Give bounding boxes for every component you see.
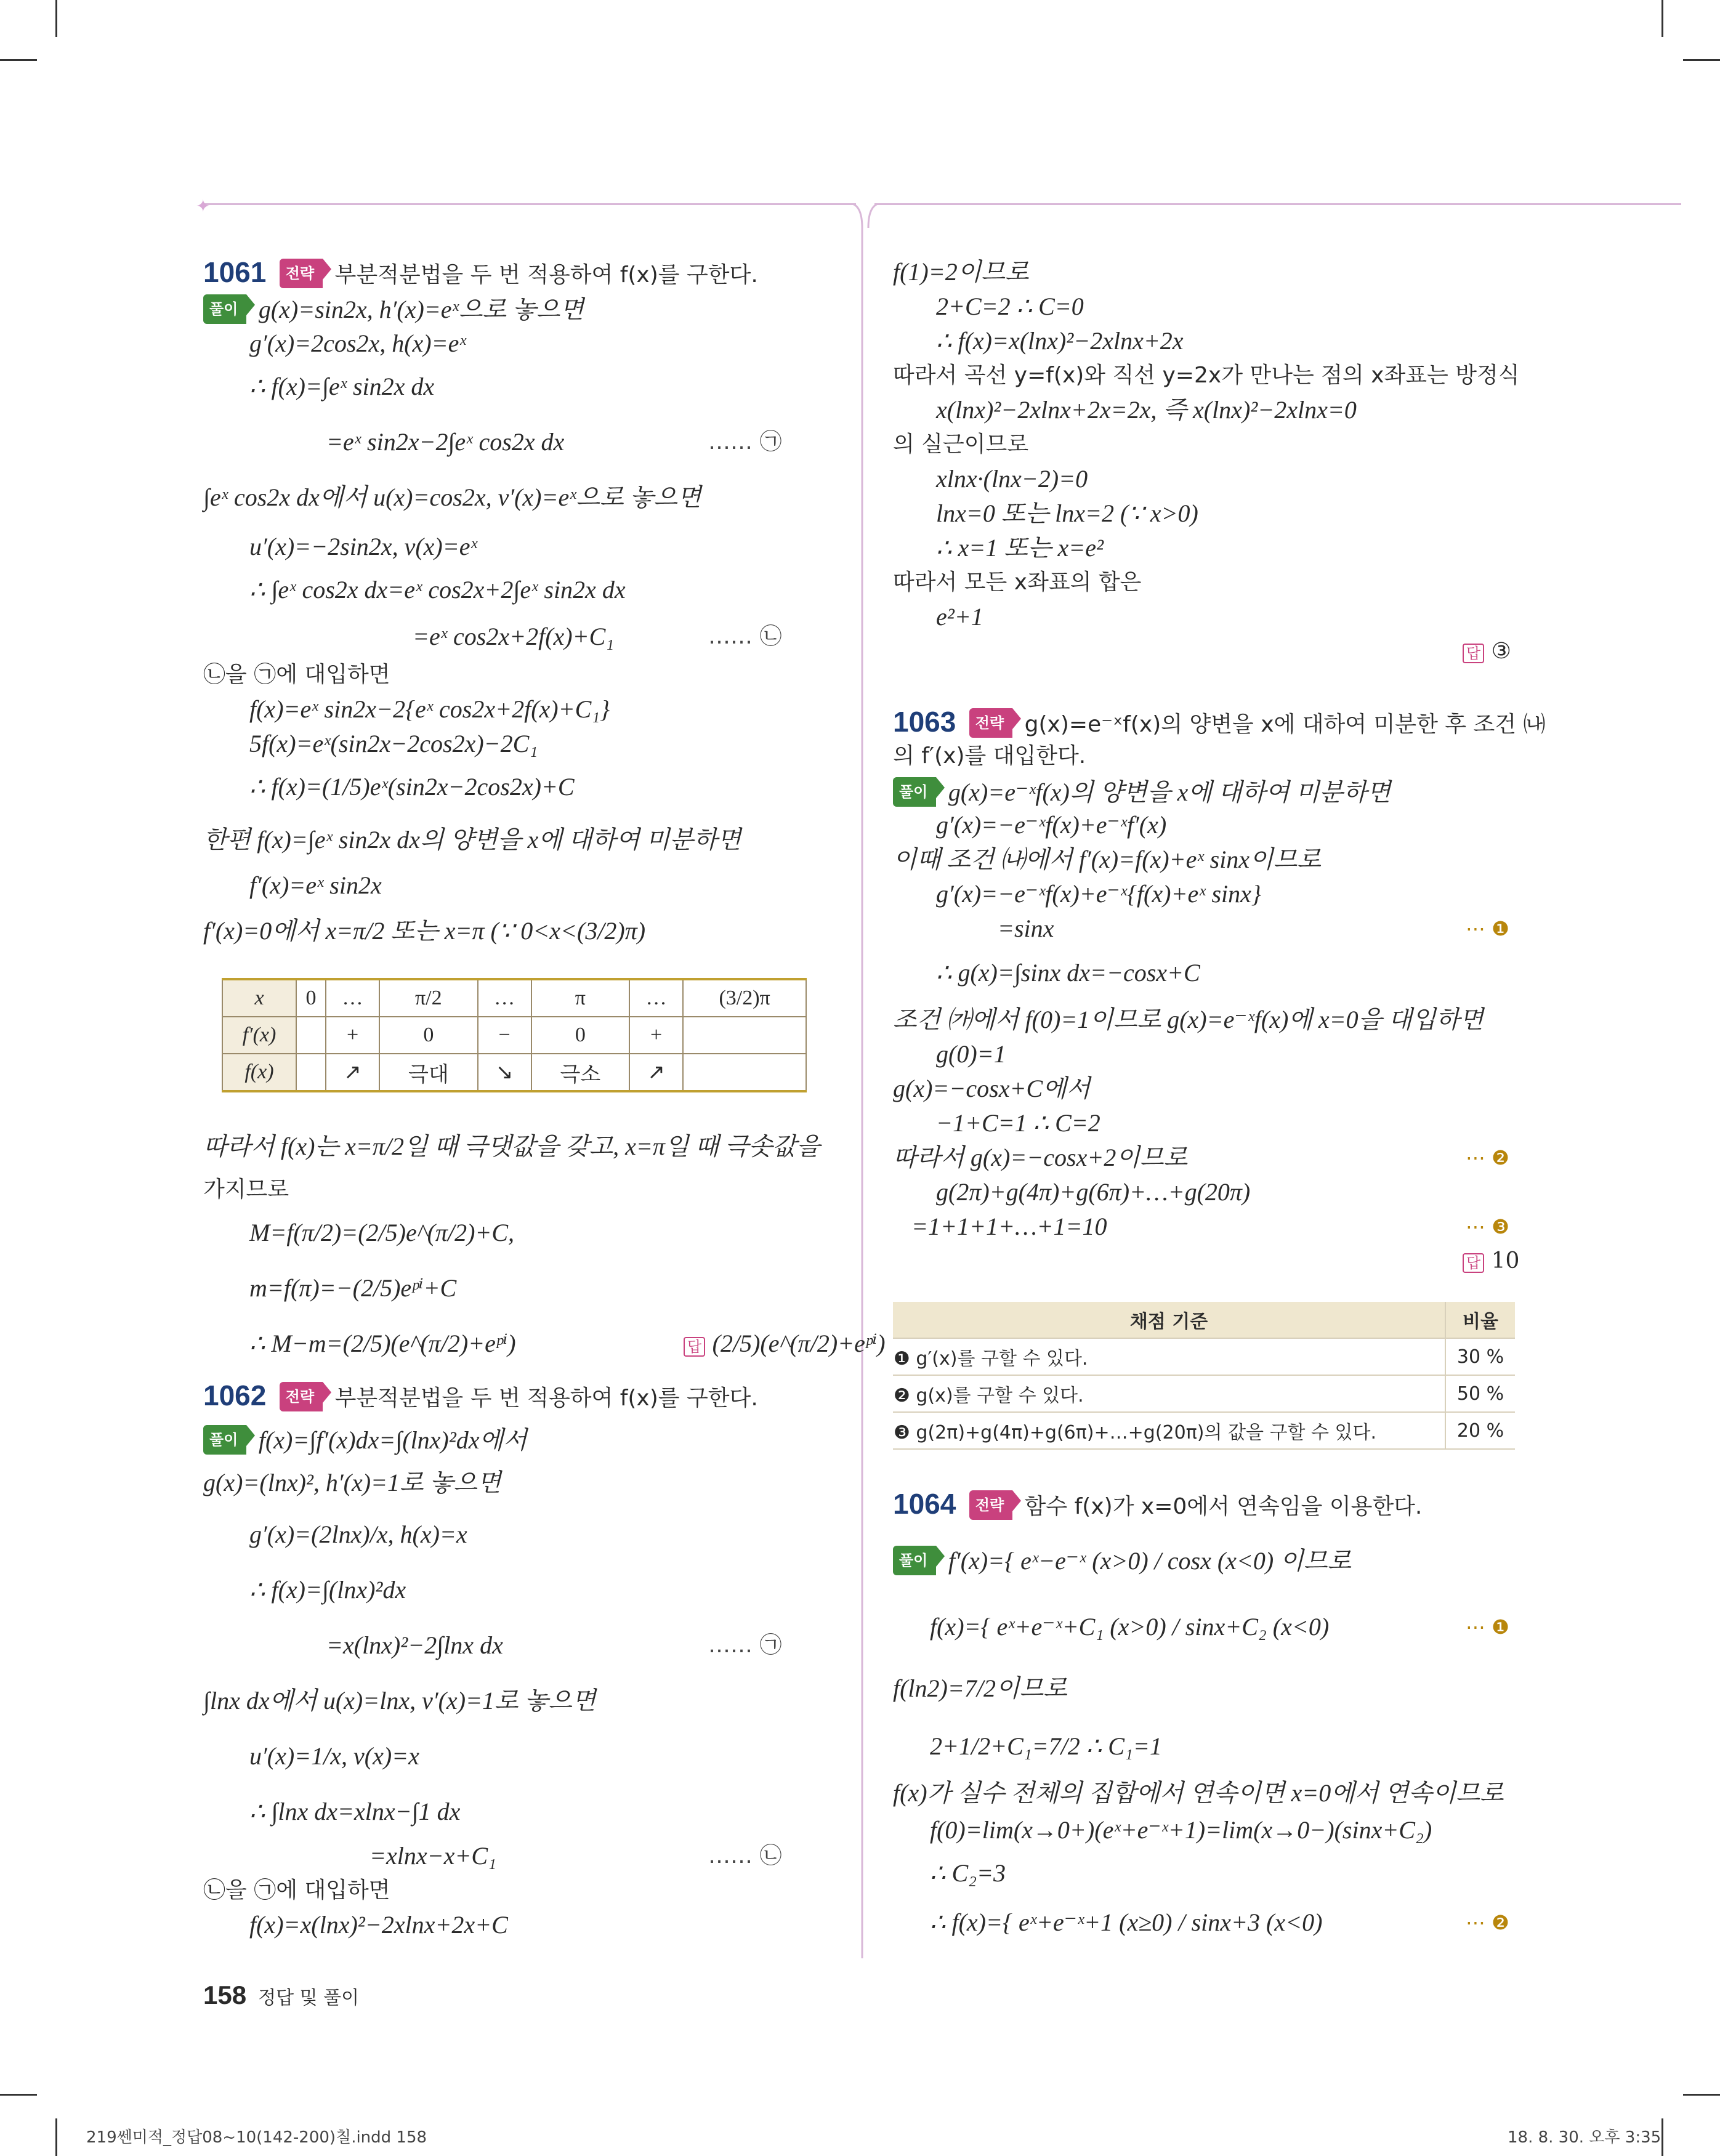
table-row (893, 1375, 1515, 1412)
problem-header-1064 (893, 1490, 1422, 1520)
equation-mark: …… ㉡ (708, 624, 782, 649)
solution-line (203, 294, 584, 325)
answer-icon: 답 (1463, 644, 1484, 663)
equation-mark: …… ㉠ (708, 429, 782, 454)
problem-number: 1061 (203, 256, 267, 288)
math-line: u′(x)=−2sin2x, v(x)=eˣ (249, 533, 477, 560)
table-cell: ❷ g(x)를 구할 수 있다. (893, 1375, 1445, 1412)
math-line: g′(x)=(2lnx)/x, h(x)=x (249, 1520, 467, 1548)
step-marker: ⋯ ❶ (1466, 917, 1509, 940)
crop-mark (1683, 2094, 1720, 2096)
table-header: 채점 기준 (893, 1302, 1445, 1338)
page-number: 158 (203, 1980, 247, 2009)
math-line: xlnx·(lnx−2)=0 (936, 465, 1088, 493)
math-line: 2+C=2 ∴ C=0 (936, 293, 1084, 320)
table-cell: 극소 (531, 1054, 630, 1091)
table-cell (296, 1054, 326, 1091)
math-line: ∴ x=1 또는 x=e² (936, 534, 1104, 562)
math-line: g′(x)=−e⁻ˣf(x)+e⁻ˣ{f(x)+eˣ sinx} (936, 880, 1261, 908)
problem-number: 1064 (893, 1488, 956, 1520)
solution-tag: 풀이 (203, 294, 246, 324)
math-line: 한편 f(x)=∫eˣ sin2x dx의 양변을 x에 대하여 미분하면 (203, 826, 741, 854)
strategy-text: 함수 f(x)가 x=0에서 연속임을 이용한다. (1024, 1494, 1423, 1519)
crop-mark (1661, 2118, 1663, 2156)
table-cell: ↗ (629, 1054, 683, 1091)
solution-line (893, 777, 1391, 807)
math-line: =1+1+1+…+1=10 (911, 1213, 1107, 1240)
step-marker: ⋯ ❷ (1466, 1911, 1509, 1934)
math-line: 따라서 g(x)=−cosx+2이므로 (893, 1144, 1188, 1171)
star-icon: ✦ (196, 196, 211, 216)
math-line: ∫lnx dx에서 u(x)=lnx, v′(x)=1로 놓으면 (203, 1687, 596, 1714)
table-cell: 20 % (1445, 1412, 1515, 1449)
math-line: g(x)=−cosx+C에서 (893, 1075, 1091, 1102)
math-line: ∴ f(x)=∫(lnx)²dx (249, 1576, 406, 1604)
math-line: =eˣ cos2x+2f(x)+C₁ (413, 623, 615, 650)
scoring-table (893, 1302, 1515, 1450)
table-cell (296, 1017, 326, 1054)
math-line: 이때 조건 ㈏에서 f′(x)=f(x)+eˣ sinx이므로 (893, 846, 1321, 873)
table-row (222, 979, 806, 1017)
crop-mark (1661, 0, 1663, 37)
table-cell: … (326, 979, 379, 1017)
math-line: f(1)=2이므로 (893, 258, 1029, 286)
math-line: f(ln2)=7/2이므로 (893, 1674, 1067, 1702)
table-cell (683, 1017, 806, 1054)
table-cell: π/2 (379, 979, 478, 1017)
crop-mark (55, 2118, 57, 2156)
math-line: f′(x)=eˣ sin2x (249, 871, 382, 899)
table-cell: ❸ g(2π)+g(4π)+g(6π)+…+g(20π)의 값을 구할 수 있다. (893, 1412, 1445, 1449)
math-line: f′(x)={ eˣ−e⁻ˣ (x>0) / cosx (x<0) 이므로 (948, 1547, 1352, 1575)
table-row (893, 1302, 1515, 1338)
math-line: ∴ f(x)=∫eˣ sin2x dx (249, 373, 435, 400)
math-line: f(x)=∫f′(x)dx=∫(lnx)²dx에서 (258, 1426, 527, 1454)
table-cell: 50 % (1445, 1375, 1515, 1412)
print-file-info: 219쎈미적_정답08~10(142-200)칠.indd 158 (86, 2128, 427, 2147)
step-marker: ⋯ ❷ (1466, 1146, 1509, 1169)
problem-header-1063 (893, 708, 1546, 738)
math-line: f(x)=x(lnx)²−2xlnx+2x+C (249, 1911, 508, 1939)
equation-mark: …… ㉡ (708, 1843, 782, 1868)
table-cell: f(x) (222, 1054, 296, 1091)
problem-number: 1063 (893, 706, 956, 738)
math-line: g(x)=e⁻ˣf(x)의 양변을 x에 대하여 미분하면 (948, 778, 1391, 806)
table-cell: f′(x) (222, 1017, 296, 1054)
math-line: −1+C=1 ∴ C=2 (936, 1109, 1100, 1137)
problem-header-1062 (203, 1379, 758, 1412)
math-line: f′(x)=0에서 x=π/2 또는 x=π (∵ 0<x<(3/2)π) (203, 917, 646, 945)
text-line: 따라서 모든 x좌표의 합은 (893, 570, 1142, 595)
math-line: f(0)=lim(x→0+)(eˣ+e⁻ˣ+1)=lim(x→0−)(sinx+C₂) (930, 1816, 1432, 1844)
page-footer (203, 1980, 359, 2010)
math-line: 5f(x)=eˣ(sin2x−2cos2x)−2C₁ (249, 730, 538, 757)
text-line: 가지므로 (203, 1177, 289, 1202)
table-cell: ↗ (326, 1054, 379, 1091)
solution-line (893, 1546, 1351, 1576)
math-line: ∴ f(x)={ eˣ+e⁻ˣ+1 (x≥0) / sinx+3 (x<0) (930, 1908, 1323, 1936)
crop-mark (55, 0, 57, 37)
variation-table (222, 978, 807, 1092)
table-row (893, 1338, 1515, 1375)
math-line: ∫eˣ cos2x dx에서 u(x)=cos2x, v′(x)=eˣ으로 놓으면 (203, 483, 701, 511)
text-line: ㉡을 ㉠에 대입하면 (203, 662, 390, 687)
table-cell: ↘ (478, 1054, 531, 1091)
math-line: m=f(π)=−(2/5)eᵖⁱ+C (249, 1274, 457, 1302)
table-cell: + (629, 1017, 683, 1054)
crop-mark (0, 2094, 37, 2096)
strategy-text: 부분적분법을 두 번 적용하여 f(x)를 구한다. (334, 262, 758, 288)
math-line: g′(x)=2cos2x, h(x)=eˣ (249, 329, 466, 357)
math-line: f(x)가 실수 전체의 집합에서 연속이면 x=0에서 연속이므로 (893, 1779, 1504, 1807)
text-line: ㉡을 ㉠에 대입하면 (203, 1878, 390, 1903)
math-line: ∴ ∫eˣ cos2x dx=eˣ cos2x+2∫eˣ sin2x dx (249, 576, 626, 604)
math-line: 조건 ㈎에서 f(0)=1이므로 g(x)=e⁻ˣf(x)에 x=0을 대입하면 (893, 1006, 1484, 1033)
top-rule-right (874, 203, 1681, 205)
math-line: ∴ f(x)=(1/5)eˣ(sin2x−2cos2x)+C (249, 773, 575, 801)
table-cell: (3/2)π (683, 979, 806, 1017)
math-line: g(x)=sin2x, h′(x)=eˣ으로 놓으면 (258, 296, 584, 323)
strategy-tag: 전략 (969, 1490, 1012, 1520)
math-line: 2+1/2+C₁=7/2 ∴ C₁=1 (930, 1732, 1162, 1760)
table-cell: − (478, 1017, 531, 1054)
strategy-text: 부분적분법을 두 번 적용하여 f(x)를 구한다. (334, 1386, 758, 1411)
math-line: lnx=0 또는 lnx=2 (∵ x>0) (936, 499, 1198, 527)
math-line: ∴ M−m=(2/5)(e^(π/2)+eᵖⁱ) (249, 1330, 516, 1357)
answer-icon: 답 (1463, 1253, 1484, 1273)
math-line: g(x)=(lnx)², h′(x)=1로 놓으면 (203, 1469, 501, 1496)
answer-value: 10 (1491, 1248, 1520, 1274)
problem-header-1061 (203, 256, 758, 289)
table-header: 비율 (1445, 1302, 1515, 1338)
table-row (893, 1412, 1515, 1449)
top-rule (203, 203, 856, 205)
math-line: x(lnx)²−2xlnx+2x=2x, 즉 x(lnx)²−2xlnx=0 (936, 396, 1357, 424)
solution-tag: 풀이 (893, 1546, 936, 1575)
table-cell: … (629, 979, 683, 1017)
strategy-tag: 전략 (280, 1382, 323, 1411)
text-line: 따라서 곡선 y=f(x)와 직선 y=2x가 만나는 점의 x좌표는 방정식 (893, 363, 1520, 388)
strategy-tag: 전략 (280, 259, 323, 288)
solution-tag: 풀이 (893, 777, 936, 807)
step-marker: ⋯ ❶ (1466, 1615, 1509, 1639)
math-line: =eˣ sin2x−2∫eˣ cos2x dx (326, 428, 565, 456)
table-cell: π (531, 979, 630, 1017)
table-cell: ❶ g′(x)를 구할 수 있다. (893, 1338, 1445, 1375)
math-line: u′(x)=1/x, v(x)=x (249, 1742, 419, 1770)
math-line: 따라서 f(x)는 x=π/2일 때 극댓값을 갖고, x=π일 때 극솟값을 (203, 1133, 820, 1160)
answer (1463, 1248, 1519, 1277)
left-column (203, 256, 886, 1983)
math-line: =sinx (998, 914, 1054, 942)
math-line: g(0)=1 (936, 1040, 1006, 1068)
table-cell: 30 % (1445, 1338, 1515, 1375)
answer-icon: 답 (684, 1337, 705, 1357)
strategy-text: g(x)=e⁻ˣf(x)의 양변을 x에 대하여 미분한 후 조건 ㈏ (1024, 712, 1546, 737)
table-cell: 0 (531, 1017, 630, 1054)
math-line: g′(x)=−e⁻ˣf(x)+e⁻ˣf′(x) (936, 811, 1167, 839)
step-marker: ⋯ ❸ (1466, 1215, 1509, 1238)
table-cell: 0 (296, 979, 326, 1017)
math-line: =xlnx−x+C₁ (369, 1842, 496, 1870)
strategy-tag: 전략 (969, 708, 1012, 738)
math-line: f(x)={ eˣ+e⁻ˣ+C₁ (x>0) / sinx+C₂ (x<0) (930, 1613, 1330, 1641)
math-line: ∴ f(x)=x(lnx)²−2xlnx+2x (936, 327, 1184, 355)
table-cell: x (222, 979, 296, 1017)
math-line: ∴ g(x)=∫sinx dx=−cosx+C (936, 959, 1200, 987)
math-line: M=f(π/2)=(2/5)e^(π/2)+C, (249, 1219, 515, 1246)
table-cell: 0 (379, 1017, 478, 1054)
answer-value: ③ (1491, 639, 1511, 664)
math-line: ∴ C₂=3 (930, 1859, 1006, 1887)
problem-number: 1062 (203, 1379, 267, 1411)
crop-mark (0, 59, 37, 61)
print-date-info: 18. 8. 30. 오후 3:35 (1508, 2128, 1661, 2147)
solution-line (203, 1425, 527, 1455)
math-line: g(2π)+g(4π)+g(6π)+…+g(20π) (936, 1178, 1251, 1206)
answer-value: (2/5)(e^(π/2)+eᵖⁱ) (712, 1330, 886, 1357)
column-divider (844, 203, 893, 1958)
text-line: 의 실근이므로 (893, 432, 1029, 457)
math-line: f(x)=eˣ sin2x−2{eˣ cos2x+2f(x)+C₁} (249, 695, 610, 723)
solution-tag: 풀이 (203, 1425, 246, 1455)
table-row (222, 1054, 806, 1091)
answer (684, 1330, 886, 1360)
math-line: e²+1 (936, 603, 983, 631)
answer (1463, 638, 1511, 667)
right-column (893, 258, 1546, 1983)
math-line: ∴ ∫lnx dx=xlnx−∫1 dx (249, 1798, 461, 1825)
equation-mark: …… ㉠ (708, 1633, 782, 1658)
footer-title: 정답 및 풀이 (258, 1987, 360, 2009)
math-line: =x(lnx)²−2∫lnx dx (326, 1631, 503, 1659)
table-cell: 극대 (379, 1054, 478, 1091)
crop-mark (1683, 59, 1720, 61)
table-cell: … (478, 979, 531, 1017)
table-cell: + (326, 1017, 379, 1054)
table-cell (683, 1054, 806, 1091)
strategy-text-cont: 의 f′(x)를 대입한다. (893, 743, 1086, 769)
table-row (222, 1017, 806, 1054)
